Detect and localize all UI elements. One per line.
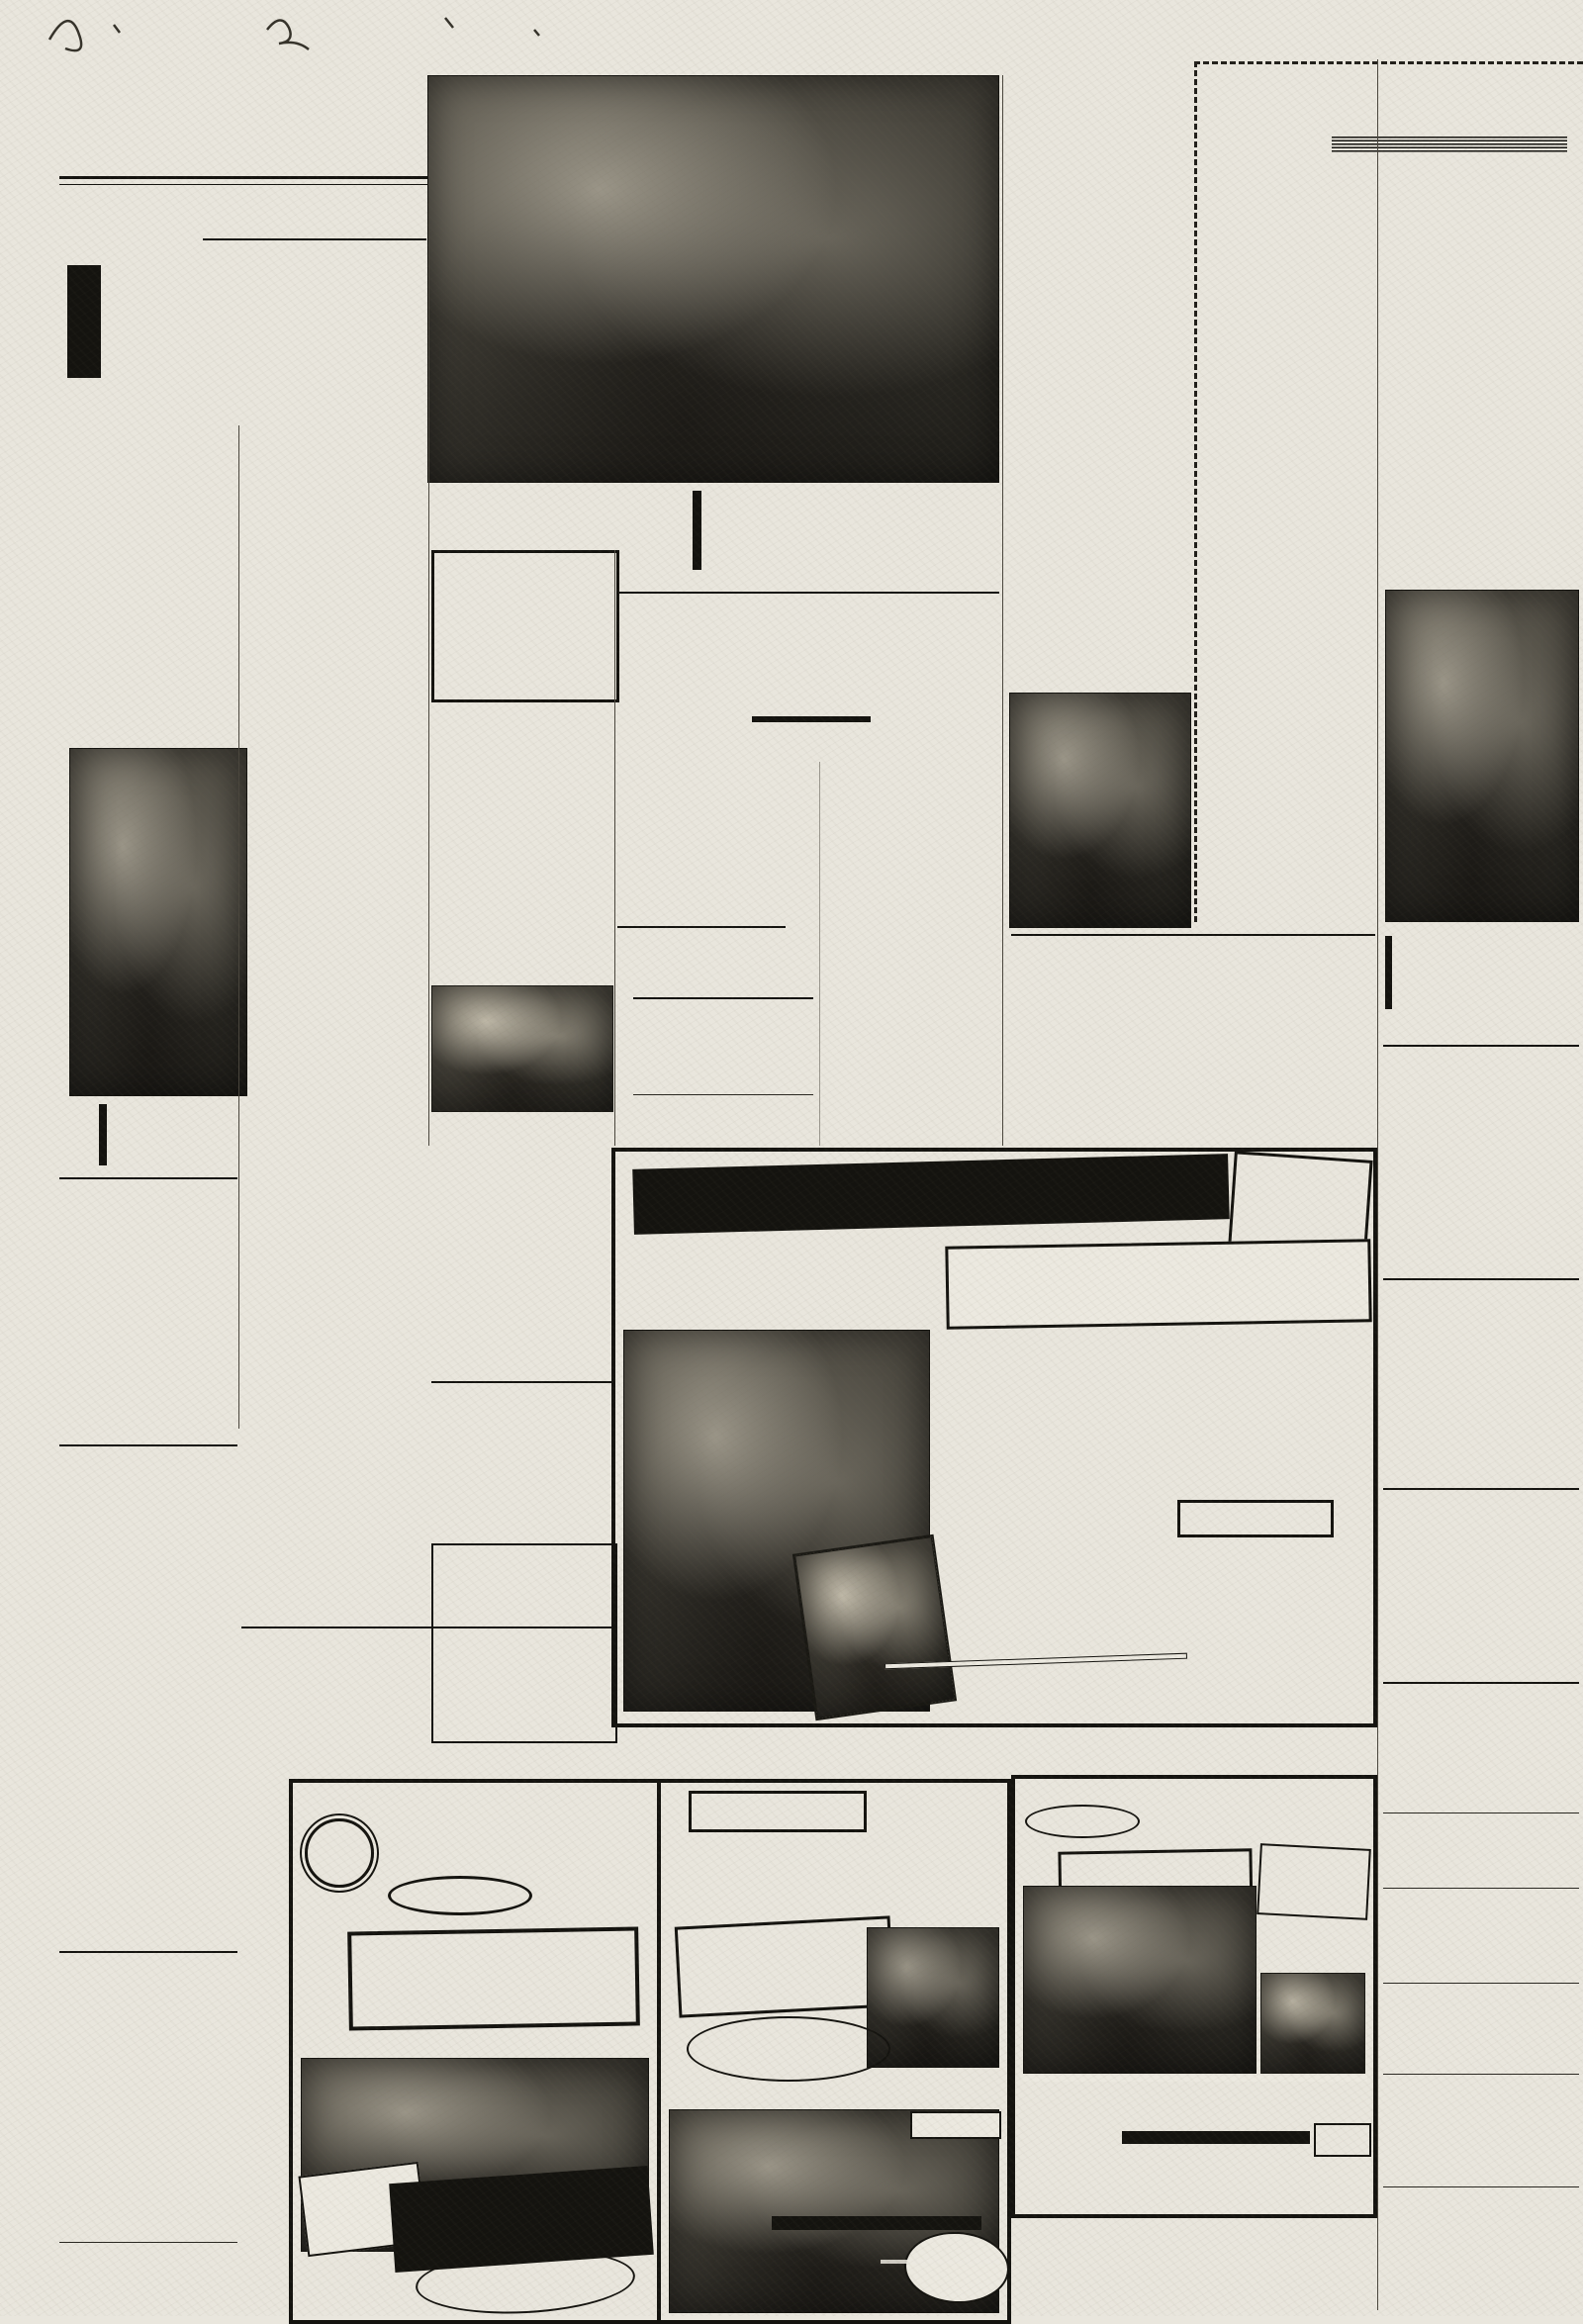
eleu-zigzag-border — [1194, 61, 1197, 922]
funes-orig-title — [477, 2232, 651, 2246]
caption-bar — [99, 1104, 107, 1165]
tameion-body — [1383, 1721, 1579, 1809]
lewis-color — [1314, 2123, 1371, 2157]
main-photo-caption — [708, 487, 997, 588]
doctor-ad-3 — [1383, 1983, 1579, 2041]
titania-color — [910, 2111, 1001, 2139]
lyriki-heading — [434, 553, 616, 569]
lyriki-body2 — [431, 1120, 613, 1349]
titania-star-box — [675, 1915, 895, 2017]
oek-body — [1383, 1346, 1579, 1488]
funes-arrived-oval — [388, 1876, 532, 1915]
funes-star2 — [351, 1931, 634, 1936]
eleu-colB — [1387, 208, 1577, 578]
ad-star-box — [945, 1239, 1371, 1329]
soloists-heading — [431, 1381, 613, 1387]
contest-body — [59, 2020, 237, 2234]
review-footnotes — [241, 1476, 427, 1541]
funes-star-box — [347, 1926, 640, 2030]
doctor-5-text — [1383, 2191, 1579, 2280]
lewis-orig — [1122, 2131, 1310, 2144]
ad-theaters-line2 — [632, 1158, 1228, 1173]
review-quote — [73, 554, 425, 655]
evdomas-body — [59, 1286, 237, 1435]
titania-ad — [657, 1779, 1011, 2324]
odisy-notice — [241, 1627, 615, 1640]
doctor-1-text — [1383, 1817, 1579, 1861]
titania-name — [689, 1791, 867, 1832]
classified-piraeus — [59, 2242, 237, 2318]
photo-wilson-bond-meeting — [427, 75, 999, 483]
titania-star1 — [678, 1919, 887, 1930]
oratorio-rule — [617, 592, 999, 594]
ravenna-heading — [1383, 1045, 1579, 1051]
evdomas-heading — [59, 1177, 237, 1183]
review-col2 — [241, 661, 427, 1429]
minos-notice — [1383, 1488, 1579, 1498]
doctor-3-text — [1383, 1988, 1579, 2041]
theofano-box — [633, 997, 813, 1061]
bond-body — [59, 1545, 237, 1939]
doctor-ad-2 — [1383, 1888, 1579, 1950]
review-lead — [59, 425, 427, 550]
jerry-lewis-ad — [1011, 1775, 1377, 2218]
mavri-caption-bar — [1385, 936, 1392, 1009]
lewis-title-band — [1021, 2076, 1367, 2082]
lewis-photo-cast — [1023, 1886, 1257, 2074]
de-funes-ad — [289, 1779, 661, 2324]
doctor-ad-5 — [1383, 2186, 1579, 2280]
column-rule-1 — [238, 425, 239, 1429]
lewis-prod-box — [1257, 1843, 1371, 1920]
oratorio-colL — [617, 762, 799, 922]
eretria-classified — [633, 1094, 813, 1153]
lewis-star2 — [1061, 1851, 1249, 1854]
oek-notice — [1383, 1278, 1579, 1286]
column-rule-5 — [1377, 59, 1378, 2310]
lyriki-heading-box — [431, 550, 619, 702]
column-rule-6 — [819, 762, 820, 1146]
soloists-body — [431, 1437, 613, 1535]
theofano-body — [633, 1011, 813, 1061]
teachers-body — [433, 1555, 615, 1563]
review-rule — [203, 238, 426, 240]
bayreuth-body — [811, 928, 999, 1146]
funes-stop-circle — [305, 1818, 374, 1888]
titania-orig — [772, 2216, 981, 2230]
photo-kollatos-film-scene — [1009, 693, 1191, 928]
oratorio-colR — [811, 762, 999, 922]
ad-star-first — [948, 1244, 1367, 1251]
column-rule-2 — [428, 194, 429, 1146]
ad-film-title-1 — [1062, 1381, 1371, 1408]
eleu-ornament-rule — [1332, 137, 1567, 152]
bond-heading — [59, 1444, 237, 1450]
lewis-guaranteed — [1025, 1805, 1140, 1838]
ad-film-title-2 — [1033, 1435, 1374, 1458]
contest-heading — [59, 1951, 237, 1957]
doctor-ad-4 — [1383, 2074, 1579, 2148]
titania-star2 — [678, 1919, 887, 1930]
photo-mavri-komodia-rehearsal — [1385, 590, 1579, 922]
tameion-heading — [1383, 1682, 1579, 1688]
eleu-colA — [1207, 208, 1379, 920]
eleu-top-border — [1194, 61, 1583, 64]
kritiki-badge — [67, 265, 101, 378]
review-photo-caption — [113, 1100, 249, 1175]
ravenna-body — [1383, 1110, 1579, 1274]
pen-scribble-decoration — [20, 0, 574, 69]
lewis-photo-right — [1260, 1973, 1365, 2074]
ad-color-box — [1177, 1500, 1334, 1537]
titania-adv-oval — [687, 2016, 890, 2082]
ekthesi-heading — [1011, 934, 1375, 940]
doctor-2-text — [1383, 1893, 1579, 1950]
ekthesi-body — [1011, 997, 1375, 1140]
funes-star1 — [351, 1931, 634, 1936]
teachers-ad-box — [431, 1543, 617, 1743]
photo-ivanov-rehearsal — [69, 748, 247, 1096]
ad-theaters-line1 — [632, 1158, 1228, 1173]
doctor-ad-1 — [1383, 1813, 1579, 1861]
vougiouklaki-ad — [611, 1148, 1377, 1727]
mavri-caption — [1397, 930, 1579, 1041]
lewis-star1 — [1061, 1851, 1249, 1854]
oratorio-subtitle-bar — [752, 716, 871, 722]
ad-photo-inset — [792, 1534, 957, 1720]
minos-body — [1383, 1567, 1579, 1678]
review-col1 — [59, 661, 235, 744]
main-caption-bar — [693, 491, 701, 570]
column-rule-4 — [1002, 75, 1003, 1146]
censor-body — [1007, 289, 1189, 687]
bayreuth-heading — [617, 926, 786, 932]
column-rule-3 — [614, 550, 615, 1146]
ad-theaters-athens — [632, 1154, 1230, 1235]
ad-star-last — [948, 1244, 1367, 1251]
photo-lyriki-group — [431, 985, 613, 1112]
lyriki-body — [431, 706, 613, 979]
titania-costars — [881, 2260, 999, 2264]
doctor-4-text — [1383, 2079, 1579, 2148]
